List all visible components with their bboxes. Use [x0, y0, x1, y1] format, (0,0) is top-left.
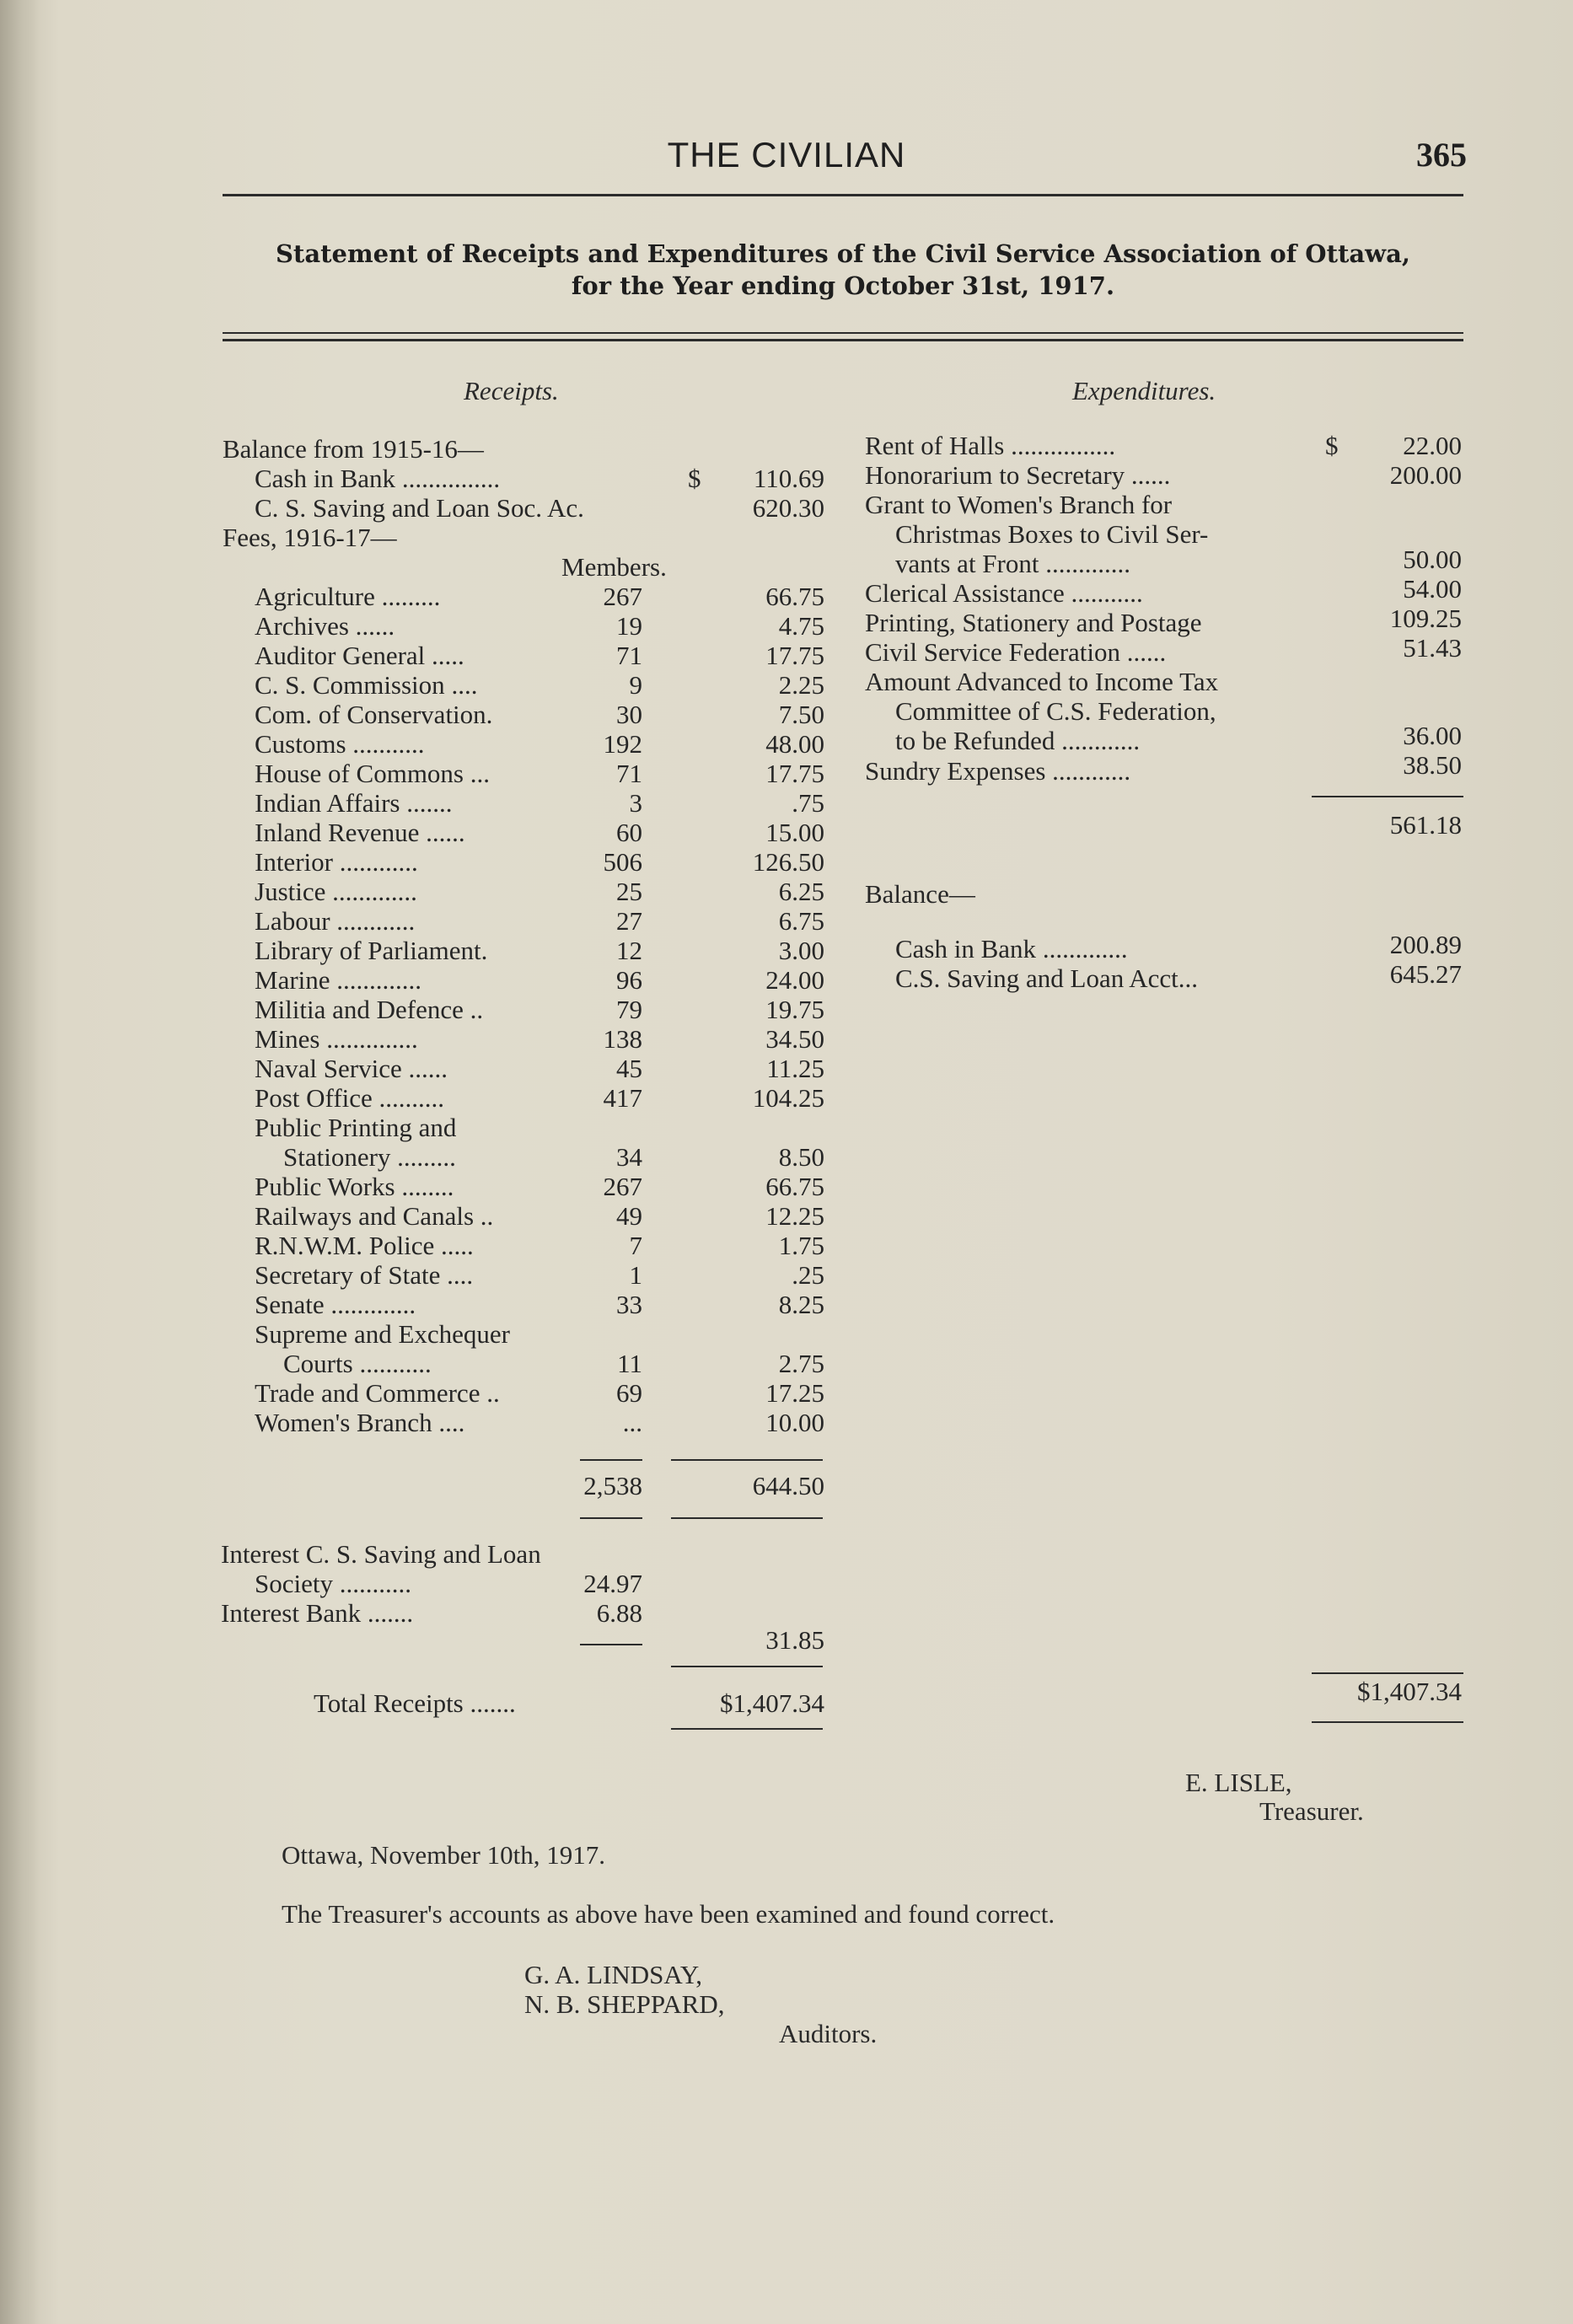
fee-members: 45 — [616, 1054, 642, 1083]
fee-amount: 11.25 — [766, 1054, 824, 1083]
clerical-label: Clerical Assistance ........... — [865, 578, 1143, 608]
fee-members: 69 — [616, 1378, 642, 1408]
expenditures-subtotal: 561.18 — [1389, 810, 1462, 840]
printing-label: Printing, Stationery and Postage — [865, 608, 1202, 637]
auditor-sheppard: N. B. SHEPPARD, — [524, 1989, 725, 2019]
balance-heading-expenditures: Balance— — [865, 879, 975, 909]
fee-members: 27 — [616, 906, 642, 936]
fee-members: 19 — [616, 611, 642, 641]
fee-amount: 8.25 — [778, 1290, 824, 1319]
honorarium-label: Honorarium to Secretary ...... — [865, 460, 1171, 490]
fee-department-label: Labour ............ — [255, 906, 416, 936]
grant-line1: Grant to Women's Branch for — [865, 490, 1173, 519]
fee-department-label: Library of Parliament. — [255, 936, 488, 965]
fee-members: 30 — [616, 700, 642, 729]
receipts-total-rule-top — [671, 1666, 823, 1667]
loan-soc-amount: 620.30 — [752, 493, 824, 523]
fee-department-label: Com. of Conservation. — [255, 700, 493, 729]
fee-amount: 2.25 — [778, 670, 824, 700]
fee-members: ... — [622, 1408, 642, 1437]
auditors-label: Auditors. — [779, 2019, 878, 2048]
fee-amount: 66.75 — [765, 582, 824, 611]
statement-title — [211, 238, 1475, 302]
fee-members: 49 — [616, 1201, 642, 1231]
sundry-amount: 38.50 — [1403, 750, 1462, 780]
fees-heading: Fees, 1916-17— — [223, 523, 397, 552]
interest-total: 31.85 — [765, 1625, 824, 1655]
fee-department-label: Customs ........... — [255, 729, 425, 759]
federation-label: Civil Service Federation ...... — [865, 637, 1167, 667]
fee-department-label: Senate ............. — [255, 1290, 416, 1319]
fee-amount: .75 — [792, 788, 824, 818]
fee-department-label: Railways and Canals .. — [255, 1201, 494, 1231]
fee-department-label: Secretary of State .... — [255, 1260, 474, 1290]
fee-amount: 3.00 — [778, 936, 824, 965]
header-rule — [223, 194, 1463, 196]
fee-members: 506 — [603, 847, 642, 877]
cash-in-bank-label: Cash in Bank ............... — [255, 464, 501, 493]
fee-amount: 66.75 — [765, 1172, 824, 1201]
rent-amount: 22.00 — [1403, 431, 1462, 460]
members-header: Members. — [561, 552, 667, 582]
fee-amount: 10.00 — [765, 1408, 824, 1437]
fee-department-label: Public Printing and — [255, 1113, 457, 1142]
receipts-total-rule-bottom — [671, 1728, 823, 1730]
page-number: 365 — [1416, 136, 1467, 174]
fee-members: 96 — [616, 965, 642, 995]
fee-amount: 17.25 — [765, 1378, 824, 1408]
interest-rule — [580, 1644, 642, 1645]
members-total-rule-top — [580, 1459, 642, 1461]
fee-department-label: Supreme and Exchequer — [255, 1319, 510, 1349]
treasurer-title: Treasurer. — [1259, 1796, 1364, 1826]
cash-in-bank-amount: 110.69 — [753, 464, 824, 493]
fee-department-label: Women's Branch .... — [255, 1408, 465, 1437]
advance-line1: Amount Advanced to Income Tax — [865, 667, 1219, 696]
fee-members: 7 — [629, 1231, 642, 1260]
fee-department-label: Indian Affairs ....... — [255, 788, 453, 818]
total-receipts-amount: $1,407.34 — [720, 1688, 824, 1718]
audit-note: The Treasurer's accounts as above have been examined and found correct. — [282, 1899, 1055, 1929]
fee-members: 34 — [616, 1142, 642, 1172]
federation-amount: 51.43 — [1403, 633, 1462, 663]
fee-members: 267 — [603, 582, 642, 611]
cash-in-bank-dollar: $ — [688, 464, 701, 493]
grant-amount: 50.00 — [1403, 545, 1462, 574]
treasurer-name: E. LISLE, — [1185, 1768, 1292, 1797]
interest-bank-amount: 6.88 — [596, 1598, 642, 1628]
fee-members: 79 — [616, 995, 642, 1024]
balance-cash-amount: 200.89 — [1389, 930, 1462, 959]
fee-department-label: C. S. Commission .... — [255, 670, 478, 700]
fee-amount: 19.75 — [765, 995, 824, 1024]
advance-line2: Committee of C.S. Federation, — [895, 696, 1216, 726]
receipts-heading: Receipts. — [464, 376, 559, 405]
expenditures-total-rule-bottom — [1312, 1721, 1463, 1723]
auditor-lindsay: G. A. LINDSAY, — [524, 1960, 703, 1989]
fee-amount: 17.75 — [765, 641, 824, 670]
fee-department-label: Interior ............ — [255, 847, 418, 877]
expenditures-total-amount: $1,407.34 — [1357, 1677, 1462, 1706]
fee-members: 3 — [629, 788, 642, 818]
fee-department-label: Agriculture ......... — [255, 582, 441, 611]
expenditures-total-rule-top — [1312, 1672, 1463, 1674]
rent-label: Rent of Halls ................ — [865, 431, 1116, 460]
fee-members: 417 — [603, 1083, 642, 1113]
fee-members: 71 — [616, 759, 642, 788]
fee-amount: 6.25 — [778, 877, 824, 906]
balance-loan-amount: 645.27 — [1389, 959, 1462, 989]
fee-amount: 2.75 — [778, 1349, 824, 1378]
fee-amount: 104.25 — [752, 1083, 824, 1113]
fee-department-label: House of Commons ... — [255, 759, 490, 788]
fee-amount: 17.75 — [765, 759, 824, 788]
loan-soc-label: C. S. Saving and Loan Soc. Ac. — [255, 493, 584, 523]
fee-members: 25 — [616, 877, 642, 906]
interest-society-amount: 24.97 — [583, 1569, 642, 1598]
fees-total-amount: 644.50 — [752, 1471, 824, 1500]
fee-department-label: Stationery ......... — [283, 1142, 456, 1172]
clerical-amount: 54.00 — [1403, 574, 1462, 604]
rent-dollar: $ — [1325, 431, 1339, 460]
fee-members: 138 — [603, 1024, 642, 1054]
grant-line2: Christmas Boxes to Civil Ser- — [895, 519, 1209, 549]
fee-amount: 126.50 — [752, 847, 824, 877]
fee-amount: 15.00 — [765, 818, 824, 847]
interest-line1: Interest C. S. Saving and Loan — [221, 1539, 541, 1569]
fee-department-label: Trade and Commerce .. — [255, 1378, 500, 1408]
advance-line3-label: to be Refunded ............ — [895, 726, 1141, 755]
fee-members: 9 — [629, 670, 642, 700]
fee-amount: 4.75 — [778, 611, 824, 641]
fee-department-label: Public Works ........ — [255, 1172, 454, 1201]
balance-loan-label: C.S. Saving and Loan Acct... — [895, 963, 1199, 993]
printing-amount: 109.25 — [1389, 604, 1462, 633]
fee-department-label: Marine ............. — [255, 965, 422, 995]
interest-bank-label: Interest Bank ....... — [221, 1598, 414, 1628]
fee-department-label: Naval Service ...... — [255, 1054, 448, 1083]
balance-cash-label: Cash in Bank ............. — [895, 934, 1128, 963]
fee-department-label: Archives ...... — [255, 611, 395, 641]
honorarium-amount: 200.00 — [1389, 460, 1462, 490]
fee-department-label: Mines .............. — [255, 1024, 418, 1054]
fee-members: 71 — [616, 641, 642, 670]
fee-amount: .25 — [792, 1260, 824, 1290]
title-double-rule-bottom — [223, 339, 1463, 341]
fee-members: 267 — [603, 1172, 642, 1201]
fee-amount: 8.50 — [778, 1142, 824, 1172]
fee-department-label: R.N.W.M. Police ..... — [255, 1231, 474, 1260]
fee-amount: 12.25 — [765, 1201, 824, 1231]
fee-department-label: Militia and Defence .. — [255, 995, 484, 1024]
fee-amount: 34.50 — [765, 1024, 824, 1054]
fee-members: 11 — [617, 1349, 642, 1378]
fee-members: 60 — [616, 818, 642, 847]
statement-title-line2: for the Year ending October 31st, 1917. — [571, 271, 1115, 300]
fee-members: 12 — [616, 936, 642, 965]
amount-total-rule-bottom — [671, 1517, 823, 1519]
fees-total-members: 2,538 — [583, 1471, 642, 1500]
statement-title-line1: Statement of Receipts and Expenditures of the Civil Service Association of Ottawa, — [275, 239, 1411, 268]
fee-amount: 24.00 — [765, 965, 824, 995]
grant-line3-label: vants at Front ............. — [895, 549, 1130, 578]
balance-heading: Balance from 1915-16— — [223, 434, 484, 464]
running-title: THE CIVILIAN — [667, 135, 906, 174]
fee-department-label: Courts ........... — [283, 1349, 432, 1378]
fee-members: 192 — [603, 729, 642, 759]
page-binding-shadow — [0, 0, 39, 2324]
expenditures-heading: Expenditures. — [1072, 376, 1216, 405]
fee-department-label: Justice ............. — [255, 877, 417, 906]
advance-amount: 36.00 — [1403, 721, 1462, 750]
fee-members: 33 — [616, 1290, 642, 1319]
fee-department-label: Auditor General ..... — [255, 641, 464, 670]
fee-amount: 48.00 — [765, 729, 824, 759]
interest-society-label: Society ........... — [255, 1569, 411, 1598]
fee-department-label: Inland Revenue ...... — [255, 818, 465, 847]
fee-department-label: Post Office .......... — [255, 1083, 445, 1113]
fee-amount: 7.50 — [778, 700, 824, 729]
total-receipts-label: Total Receipts ....... — [314, 1688, 516, 1718]
members-total-rule-bottom — [580, 1517, 642, 1519]
amount-total-rule-top — [671, 1459, 823, 1461]
place-date: Ottawa, November 10th, 1917. — [282, 1840, 605, 1870]
title-double-rule-top — [223, 332, 1463, 334]
fee-amount: 1.75 — [778, 1231, 824, 1260]
sundry-label: Sundry Expenses ............ — [865, 756, 1131, 786]
fee-members: 1 — [629, 1260, 642, 1290]
expenditures-subtotal-rule — [1312, 796, 1463, 797]
fee-amount: 6.75 — [778, 906, 824, 936]
